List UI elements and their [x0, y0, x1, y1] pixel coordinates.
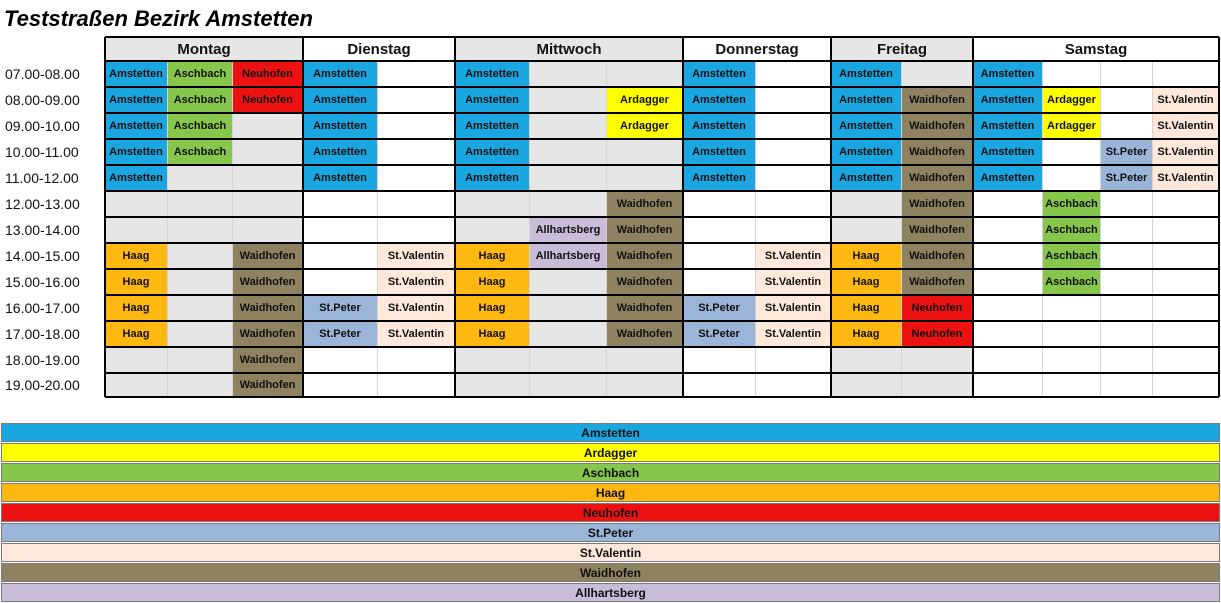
- schedule-entry-amstetten: Amstetten: [105, 139, 168, 165]
- legend-amstetten: Amstetten: [1, 423, 1220, 442]
- schedule-entry-waidhofen: Waidhofen: [233, 269, 303, 295]
- schedule-entry-aschbach: Aschbach: [168, 139, 233, 165]
- empty-cell: [530, 139, 607, 165]
- time-slot-label: 08.00-09.00: [1, 87, 105, 113]
- schedule-entry-haag: Haag: [455, 243, 530, 269]
- day-header-mittwoch: Mittwoch: [455, 37, 683, 61]
- day-header-dienstag: Dienstag: [303, 37, 455, 61]
- empty-cell: [455, 373, 530, 397]
- empty-cell: [378, 347, 455, 373]
- schedule-entry-waidhofen: Waidhofen: [233, 243, 303, 269]
- time-slot-label: 13.00-14.00: [1, 217, 105, 243]
- schedule-entry-waidhofen: Waidhofen: [902, 243, 973, 269]
- schedule-entry-waidhofen: Waidhofen: [607, 217, 683, 243]
- schedule-entry-waidhofen: Waidhofen: [902, 165, 973, 191]
- schedule-entry-waidhofen: Waidhofen: [607, 243, 683, 269]
- empty-cell: [378, 139, 455, 165]
- empty-cell: [756, 217, 831, 243]
- empty-cell: [530, 269, 607, 295]
- empty-cell: [105, 347, 168, 373]
- empty-cell: [973, 347, 1043, 373]
- empty-cell: [756, 373, 831, 397]
- schedule-entry-aschbach: Aschbach: [1043, 217, 1101, 243]
- legend-st-peter: St.Peter: [1, 523, 1220, 542]
- schedule-entry-neuhofen: Neuhofen: [233, 61, 303, 87]
- empty-cell: [168, 191, 233, 217]
- empty-cell: [683, 191, 756, 217]
- schedule-entry-amstetten: Amstetten: [831, 165, 902, 191]
- empty-cell: [303, 243, 378, 269]
- schedule-entry-waidhofen: Waidhofen: [607, 295, 683, 321]
- schedule-entry-haag: Haag: [105, 269, 168, 295]
- schedule-entry-st-valentin: St.Valentin: [1153, 139, 1219, 165]
- schedule-entry-amstetten: Amstetten: [455, 61, 530, 87]
- empty-cell: [756, 347, 831, 373]
- empty-cell: [1153, 373, 1219, 397]
- schedule-entry-waidhofen: Waidhofen: [233, 373, 303, 397]
- legend-waidhofen: Waidhofen: [1, 563, 1220, 582]
- schedule-entry-st-peter: St.Peter: [1101, 165, 1153, 191]
- time-slot-label: 18.00-19.00: [1, 347, 105, 373]
- empty-cell: [973, 243, 1043, 269]
- empty-cell: [1101, 113, 1153, 139]
- schedule-entry-haag: Haag: [831, 295, 902, 321]
- empty-cell: [756, 61, 831, 87]
- grid-line: [302, 37, 304, 397]
- schedule-entry-st-valentin: St.Valentin: [756, 321, 831, 347]
- schedule-entry-waidhofen: Waidhofen: [607, 321, 683, 347]
- time-slot-label: 11.00-12.00: [1, 165, 105, 191]
- schedule-entry-amstetten: Amstetten: [303, 87, 378, 113]
- schedule-entry-st-valentin: St.Valentin: [1153, 113, 1219, 139]
- schedule-entry-aschbach: Aschbach: [168, 87, 233, 113]
- empty-cell: [455, 347, 530, 373]
- empty-cell: [530, 87, 607, 113]
- empty-cell: [1153, 217, 1219, 243]
- empty-cell: [1153, 61, 1219, 87]
- schedule-entry-st-valentin: St.Valentin: [378, 243, 455, 269]
- time-slot-label: 10.00-11.00: [1, 139, 105, 165]
- schedule-entry-allhartsberg: Allhartsberg: [530, 243, 607, 269]
- schedule-entry-amstetten: Amstetten: [831, 87, 902, 113]
- schedule-entry-amstetten: Amstetten: [831, 139, 902, 165]
- schedule-entry-st-peter: St.Peter: [683, 295, 756, 321]
- empty-cell: [1101, 269, 1153, 295]
- schedule-entry-st-peter: St.Peter: [303, 321, 378, 347]
- empty-cell: [1153, 347, 1219, 373]
- empty-cell: [1043, 61, 1101, 87]
- empty-cell: [530, 191, 607, 217]
- grid-line: [105, 60, 1219, 62]
- time-slot-label: 17.00-18.00: [1, 321, 105, 347]
- schedule-entry-aschbach: Aschbach: [1043, 191, 1101, 217]
- empty-cell: [902, 373, 973, 397]
- empty-cell: [1043, 347, 1101, 373]
- schedule-entry-amstetten: Amstetten: [455, 87, 530, 113]
- empty-cell: [1153, 269, 1219, 295]
- schedule-entry-ardagger: Ardagger: [607, 87, 683, 113]
- empty-cell: [168, 321, 233, 347]
- grid-line: [105, 164, 1219, 166]
- empty-cell: [303, 373, 378, 397]
- empty-cell: [105, 191, 168, 217]
- schedule-entry-st-valentin: St.Valentin: [756, 243, 831, 269]
- empty-cell: [1153, 321, 1219, 347]
- empty-cell: [831, 217, 902, 243]
- schedule-entry-amstetten: Amstetten: [303, 113, 378, 139]
- empty-cell: [1101, 243, 1153, 269]
- empty-cell: [530, 347, 607, 373]
- empty-cell: [233, 139, 303, 165]
- schedule-entry-waidhofen: Waidhofen: [233, 347, 303, 373]
- grid-line: [1218, 37, 1220, 397]
- empty-cell: [530, 165, 607, 191]
- time-slot-label: 16.00-17.00: [1, 295, 105, 321]
- grid-line: [105, 190, 1219, 192]
- empty-cell: [831, 191, 902, 217]
- schedule-entry-st-peter: St.Peter: [683, 321, 756, 347]
- empty-cell: [1153, 243, 1219, 269]
- schedule-entry-amstetten: Amstetten: [303, 165, 378, 191]
- empty-cell: [756, 191, 831, 217]
- grid-line: [104, 37, 106, 397]
- schedule-entry-ardagger: Ardagger: [1043, 113, 1101, 139]
- empty-cell: [607, 165, 683, 191]
- empty-cell: [168, 165, 233, 191]
- grid-line: [105, 320, 1219, 322]
- schedule-entry-amstetten: Amstetten: [831, 61, 902, 87]
- schedule-entry-st-valentin: St.Valentin: [378, 321, 455, 347]
- empty-cell: [1101, 61, 1153, 87]
- empty-cell: [1101, 295, 1153, 321]
- empty-cell: [303, 347, 378, 373]
- empty-cell: [530, 61, 607, 87]
- schedule-entry-st-valentin: St.Valentin: [756, 269, 831, 295]
- empty-cell: [607, 61, 683, 87]
- time-slot-label: 14.00-15.00: [1, 243, 105, 269]
- empty-cell: [105, 217, 168, 243]
- empty-cell: [168, 373, 233, 397]
- empty-cell: [530, 321, 607, 347]
- schedule-entry-amstetten: Amstetten: [683, 61, 756, 87]
- legend-haag: Haag: [1, 483, 1220, 502]
- empty-cell: [973, 373, 1043, 397]
- legend-allhartsberg: Allhartsberg: [1, 583, 1220, 602]
- grid-line: [454, 37, 456, 397]
- schedule-entry-haag: Haag: [455, 295, 530, 321]
- legend-neuhofen: Neuhofen: [1, 503, 1220, 522]
- empty-cell: [303, 191, 378, 217]
- empty-cell: [1101, 321, 1153, 347]
- schedule-entry-haag: Haag: [455, 321, 530, 347]
- schedule-entry-st-valentin: St.Valentin: [1153, 165, 1219, 191]
- time-slot-label: 12.00-13.00: [1, 191, 105, 217]
- empty-cell: [105, 373, 168, 397]
- empty-cell: [1043, 373, 1101, 397]
- grid-line: [105, 86, 1219, 88]
- schedule-entry-amstetten: Amstetten: [105, 165, 168, 191]
- schedule-entry-amstetten: Amstetten: [303, 139, 378, 165]
- schedule-entry-amstetten: Amstetten: [831, 113, 902, 139]
- schedule-entry-haag: Haag: [831, 243, 902, 269]
- grid-line: [105, 242, 1219, 244]
- schedule-entry-waidhofen: Waidhofen: [902, 191, 973, 217]
- grid-line: [105, 268, 1219, 270]
- empty-cell: [530, 373, 607, 397]
- grid-line: [105, 216, 1219, 218]
- empty-cell: [233, 165, 303, 191]
- empty-cell: [973, 217, 1043, 243]
- schedule-entry-waidhofen: Waidhofen: [233, 321, 303, 347]
- empty-cell: [756, 113, 831, 139]
- schedule-entry-waidhofen: Waidhofen: [233, 295, 303, 321]
- schedule-entry-st-valentin: St.Valentin: [756, 295, 831, 321]
- schedule-entry-amstetten: Amstetten: [105, 87, 168, 113]
- schedule-entry-amstetten: Amstetten: [683, 139, 756, 165]
- empty-cell: [1101, 191, 1153, 217]
- schedule-entry-ardagger: Ardagger: [1043, 87, 1101, 113]
- empty-cell: [607, 373, 683, 397]
- schedule-entry-amstetten: Amstetten: [105, 61, 168, 87]
- empty-cell: [168, 347, 233, 373]
- empty-cell: [607, 139, 683, 165]
- legend-ardagger: Ardagger: [1, 443, 1220, 462]
- empty-cell: [530, 295, 607, 321]
- time-slot-label: 09.00-10.00: [1, 113, 105, 139]
- empty-cell: [973, 295, 1043, 321]
- empty-cell: [233, 113, 303, 139]
- empty-cell: [303, 269, 378, 295]
- schedule-entry-haag: Haag: [105, 295, 168, 321]
- schedule-entry-amstetten: Amstetten: [455, 165, 530, 191]
- schedule-entry-amstetten: Amstetten: [973, 113, 1043, 139]
- grid-line: [105, 346, 1219, 348]
- grid-line: [105, 396, 1219, 398]
- empty-cell: [607, 347, 683, 373]
- schedule-entry-amstetten: Amstetten: [683, 87, 756, 113]
- schedule-entry-st-valentin: St.Valentin: [378, 295, 455, 321]
- schedule-entry-waidhofen: Waidhofen: [607, 269, 683, 295]
- schedule-entry-amstetten: Amstetten: [455, 113, 530, 139]
- empty-cell: [168, 217, 233, 243]
- time-slot-label: 07.00-08.00: [1, 61, 105, 87]
- empty-cell: [1101, 347, 1153, 373]
- empty-cell: [973, 191, 1043, 217]
- schedule-entry-haag: Haag: [105, 243, 168, 269]
- empty-cell: [683, 269, 756, 295]
- empty-cell: [1153, 295, 1219, 321]
- schedule-entry-amstetten: Amstetten: [455, 139, 530, 165]
- empty-cell: [378, 217, 455, 243]
- schedule-entry-aschbach: Aschbach: [1043, 243, 1101, 269]
- grid-line: [682, 37, 684, 397]
- day-header-freitag: Freitag: [831, 37, 973, 61]
- schedule-entry-aschbach: Aschbach: [168, 113, 233, 139]
- schedule-entry-neuhofen: Neuhofen: [902, 295, 973, 321]
- time-slot-label: 19.00-20.00: [1, 373, 105, 397]
- empty-cell: [233, 191, 303, 217]
- time-slot-label: 15.00-16.00: [1, 269, 105, 295]
- empty-cell: [168, 295, 233, 321]
- empty-cell: [902, 347, 973, 373]
- schedule-entry-waidhofen: Waidhofen: [902, 113, 973, 139]
- empty-cell: [756, 139, 831, 165]
- empty-cell: [756, 87, 831, 113]
- day-header-samstag: Samstag: [973, 37, 1219, 61]
- schedule-entry-amstetten: Amstetten: [105, 113, 168, 139]
- empty-cell: [1101, 87, 1153, 113]
- schedule-entry-haag: Haag: [831, 269, 902, 295]
- schedule-entry-amstetten: Amstetten: [973, 61, 1043, 87]
- empty-cell: [1043, 295, 1101, 321]
- empty-cell: [1043, 165, 1101, 191]
- empty-cell: [378, 191, 455, 217]
- schedule-entry-neuhofen: Neuhofen: [233, 87, 303, 113]
- grid-line: [105, 294, 1219, 296]
- empty-cell: [902, 61, 973, 87]
- empty-cell: [1101, 373, 1153, 397]
- empty-cell: [378, 113, 455, 139]
- legend-aschbach: Aschbach: [1, 463, 1220, 482]
- schedule-entry-aschbach: Aschbach: [1043, 269, 1101, 295]
- empty-cell: [168, 243, 233, 269]
- empty-cell: [683, 217, 756, 243]
- schedule-entry-st-valentin: St.Valentin: [1153, 87, 1219, 113]
- grid-line: [105, 36, 1219, 38]
- grid-line: [105, 372, 1219, 374]
- schedule-entry-st-peter: St.Peter: [303, 295, 378, 321]
- schedule-entry-st-valentin: St.Valentin: [378, 269, 455, 295]
- schedule-entry-amstetten: Amstetten: [683, 165, 756, 191]
- empty-cell: [683, 373, 756, 397]
- empty-cell: [168, 269, 233, 295]
- empty-cell: [1043, 139, 1101, 165]
- empty-cell: [530, 113, 607, 139]
- schedule-entry-haag: Haag: [105, 321, 168, 347]
- schedule-entry-haag: Haag: [831, 321, 902, 347]
- empty-cell: [233, 217, 303, 243]
- grid-line: [105, 138, 1219, 140]
- schedule-entry-neuhofen: Neuhofen: [902, 321, 973, 347]
- schedule-entry-amstetten: Amstetten: [683, 113, 756, 139]
- empty-cell: [378, 165, 455, 191]
- schedule-entry-waidhofen: Waidhofen: [902, 87, 973, 113]
- schedule-entry-aschbach: Aschbach: [168, 61, 233, 87]
- empty-cell: [455, 191, 530, 217]
- empty-cell: [378, 61, 455, 87]
- empty-cell: [378, 373, 455, 397]
- schedule-entry-amstetten: Amstetten: [303, 61, 378, 87]
- empty-cell: [1101, 217, 1153, 243]
- schedule-entry-waidhofen: Waidhofen: [902, 269, 973, 295]
- grid-line: [972, 37, 974, 397]
- schedule-entry-waidhofen: Waidhofen: [902, 139, 973, 165]
- day-header-montag: Montag: [105, 37, 303, 61]
- schedule-entry-amstetten: Amstetten: [973, 165, 1043, 191]
- grid-line: [830, 37, 832, 397]
- empty-cell: [973, 321, 1043, 347]
- empty-cell: [303, 217, 378, 243]
- schedule-entry-amstetten: Amstetten: [973, 87, 1043, 113]
- empty-cell: [455, 217, 530, 243]
- empty-cell: [831, 347, 902, 373]
- empty-cell: [683, 243, 756, 269]
- schedule-entry-haag: Haag: [455, 269, 530, 295]
- grid-line: [105, 112, 1219, 114]
- empty-cell: [378, 87, 455, 113]
- empty-cell: [973, 269, 1043, 295]
- legend-st-valentin: St.Valentin: [1, 543, 1220, 562]
- schedule-entry-waidhofen: Waidhofen: [902, 217, 973, 243]
- schedule-entry-waidhofen: Waidhofen: [607, 191, 683, 217]
- schedule-entry-st-peter: St.Peter: [1101, 139, 1153, 165]
- empty-cell: [683, 347, 756, 373]
- sheet-title: Teststraßen Bezirk Amstetten: [4, 6, 313, 31]
- day-header-donnerstag: Donnerstag: [683, 37, 831, 61]
- empty-cell: [1043, 321, 1101, 347]
- empty-cell: [1153, 191, 1219, 217]
- schedule-entry-amstetten: Amstetten: [973, 139, 1043, 165]
- empty-cell: [756, 165, 831, 191]
- empty-cell: [831, 373, 902, 397]
- schedule-entry-ardagger: Ardagger: [607, 113, 683, 139]
- schedule-entry-allhartsberg: Allhartsberg: [530, 217, 607, 243]
